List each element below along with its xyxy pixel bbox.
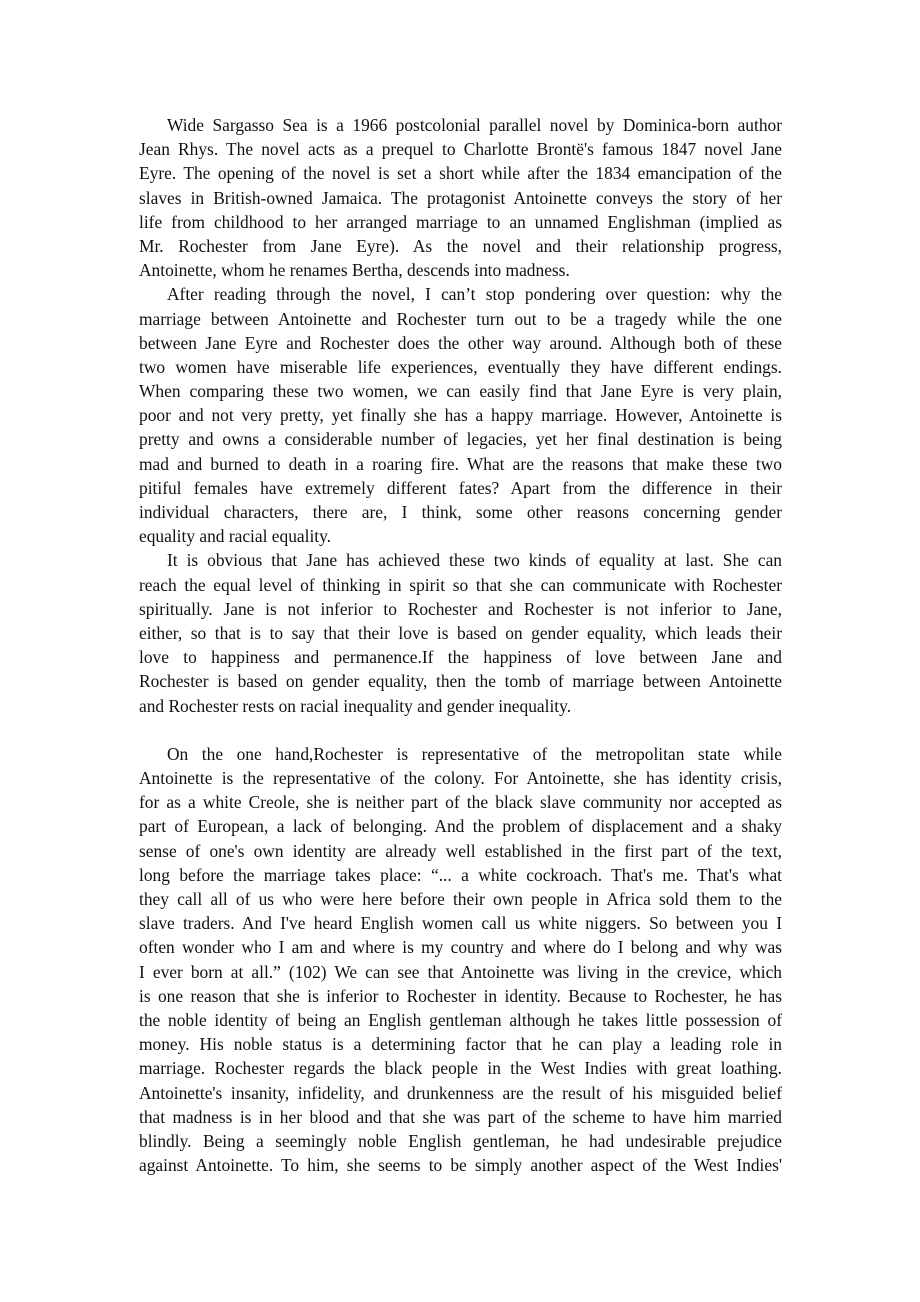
text-line: When comparing these two women, we can easily find that Jane Eyre is very plain, — [139, 381, 782, 402]
paragraph-introduction — [139, 113, 782, 282]
text-line: Jean Rhys. The novel acts as a prequel to Charlotte Brontë's famous 1847 novel Jane — [139, 139, 782, 160]
text-line: Eyre. The opening of the novel is set a short while after the 1834 emancipation of the — [139, 163, 782, 184]
text-line: mad and burned to death in a roaring fire. What are the reasons that make these two — [139, 453, 782, 474]
text-line: Antoinette is the representative of the colony. For Antoinette, she has identity crisis, — [139, 768, 782, 789]
text-line: two women have miserable life experiences, eventually they have different endings. — [139, 356, 782, 377]
text-line: sense of one's own identity are already well established in the first part of the text, — [139, 840, 782, 861]
text-line: After reading through the novel, I can’t stop pondering over question: why the — [167, 284, 782, 305]
text-line: between Jane Eyre and Rochester does the other way around. Although both of these — [139, 332, 782, 353]
text-line: the noble identity of being an English gentleman although he takes little possession of — [139, 1009, 782, 1030]
text-line: against Antoinette. To him, she seems to be simply another aspect of the West Indies' — [139, 1155, 782, 1176]
blank-line — [139, 718, 782, 742]
text-line: Rochester is based on gender equality, then the tomb of marriage between Antoinette — [139, 671, 782, 692]
text-line: marriage. Rochester regards the black people in the West Indies with great loathing. — [139, 1058, 782, 1079]
text-line: poor and not very pretty, yet finally she has a happy marriage. However, Antoinette is — [139, 405, 782, 426]
text-line: spiritually. Jane is not inferior to Rochester and Rochester is not inferior to Jane, — [139, 598, 782, 619]
paragraph-racial-inequality — [139, 742, 782, 1177]
text-line: slaves in British-owned Jamaica. The protagonist Antoinette conveys the story of her — [139, 187, 782, 208]
text-line: marriage between Antoinette and Rochester turn out to be a tragedy while the one — [139, 308, 782, 329]
text-line: blindly. Being a seemingly noble English gentleman, he had undesirable prejudice — [139, 1130, 782, 1151]
text-line: love to happiness and permanence.If the happiness of love between Jane and — [139, 647, 782, 668]
text-line: for as a white Creole, she is neither part of the black slave community nor accepted as — [139, 792, 782, 813]
text-line: either, so that is to say that their love is based on gender equality, which leads their — [139, 622, 782, 643]
text-line: is one reason that she is inferior to Rochester in identity. Because to Rochester, he has — [139, 985, 782, 1006]
text-line: On the one hand,Rochester is representative of the metropolitan state while — [167, 743, 782, 764]
document-page — [139, 113, 782, 1177]
text-line: Antoinette's insanity, infidelity, and drunkenness are the result of his misguided belief — [139, 1082, 782, 1103]
text-line: It is obvious that Jane has achieved these two kinds of equality at last. She can — [167, 550, 782, 571]
text-line: Mr. Rochester from Jane Eyre). As the novel and their relationship progress, — [139, 235, 782, 256]
text-line: pretty and owns a considerable number of legacies, yet her final destination is being — [139, 429, 782, 450]
text-line: part of European, a lack of belonging. And the problem of displacement and a shaky — [139, 816, 782, 837]
text-line: I ever born at all.” (102) We can see that Antoinette was living in the crevice, which — [139, 961, 782, 982]
text-line: slave traders. And I've heard English women call us white niggers. So between you I — [139, 913, 782, 934]
text-line: reach the equal level of thinking in spirit so that she can communicate with Rochester — [139, 574, 782, 595]
paragraph-question — [139, 282, 782, 548]
text-line: life from childhood to her arranged marriage to an unnamed Englishman (implied as — [139, 211, 782, 232]
text-line: money. His noble status is a determining factor that he can play a leading role in — [139, 1034, 782, 1055]
text-line: Wide Sargasso Sea is a 1966 postcolonial parallel novel by Dominica-born author — [167, 115, 782, 135]
text-line: and Rochester rests on racial inequality and gender inequality. — [139, 695, 572, 716]
text-line: Antoinette, whom he renames Bertha, descends into madness. — [139, 260, 570, 281]
text-line: they call all of us who were here before their own people in Africa sold them to the — [139, 889, 782, 909]
text-line: individual characters, there are, I think, some other reasons concerning gender — [139, 502, 782, 522]
text-line: that madness is in her blood and that she was part of the scheme to have him married — [139, 1106, 782, 1127]
paragraph-jane-equality — [139, 548, 782, 717]
text-line: equality and racial equality. — [139, 526, 332, 547]
text-line: pitiful females have extremely different fates? Apart from the difference in their — [139, 477, 782, 498]
text-line: long before the marriage takes place: “... a white cockroach. That's me. That's what — [139, 864, 782, 885]
text-line: often wonder who I am and where is my country and where do I belong and why was — [139, 937, 782, 958]
